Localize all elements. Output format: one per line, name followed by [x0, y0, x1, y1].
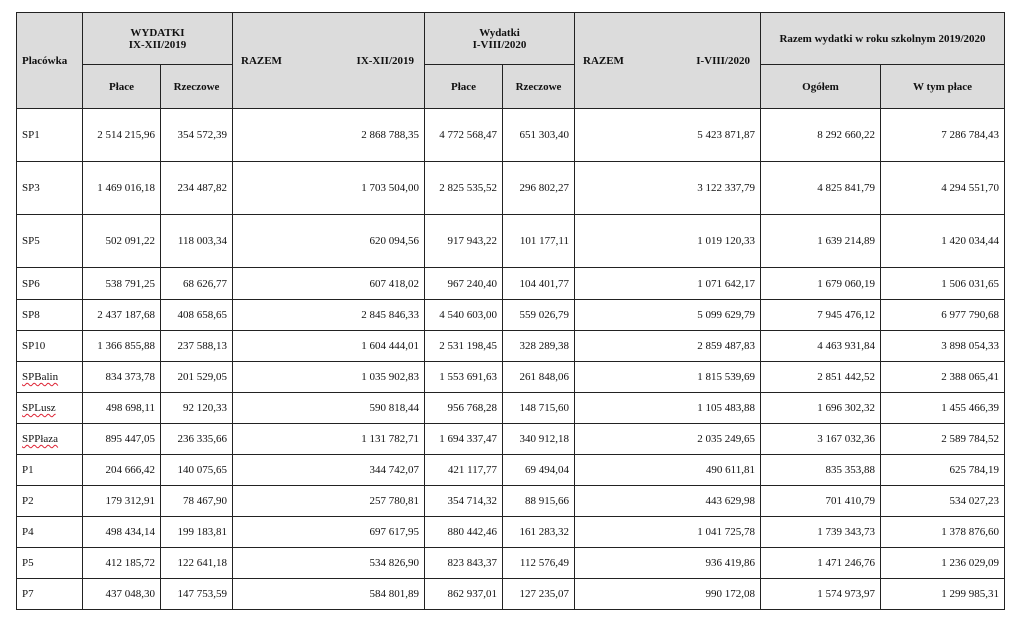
table-row: [17, 268, 1005, 300]
cell-ogolem: 8 292 660,22: [761, 109, 881, 162]
cell-rzeczowe-2019: 68 626,77: [161, 268, 233, 300]
cell-place-2020: 2 825 535,52: [425, 162, 503, 215]
cell-ogolem: 4 463 931,84: [761, 331, 881, 362]
table-row: [17, 362, 1005, 393]
cell-place-2020: 421 117,77: [425, 455, 503, 486]
header-wydatki-2020-line2: I-VIII/2020: [472, 38, 527, 51]
cell-w-tym-place: 534 027,23: [881, 486, 1005, 517]
header-razem-2020-left: RAZEM: [583, 54, 624, 67]
cell-rzeczowe-2020: 148 715,60: [503, 393, 575, 424]
cell-place-2019: 1 469 016,18: [83, 162, 161, 215]
cell-w-tym-place: 1 420 034,44: [881, 215, 1005, 268]
cell-w-tym-place: 2 589 784,52: [881, 424, 1005, 455]
cell-w-tym-place: 2 388 065,41: [881, 362, 1005, 393]
cell-w-tym-place: 6 977 790,68: [881, 300, 1005, 331]
placowka-name: SPPłaza: [22, 433, 59, 445]
cell-place-2019: 204 666,42: [83, 455, 161, 486]
table-row: [17, 331, 1005, 362]
placowka-name: P4: [22, 526, 34, 538]
cell-placowka: [17, 215, 83, 268]
header-place-2020: Płace: [425, 65, 503, 109]
cell-place-2020: 823 843,37: [425, 548, 503, 579]
cell-placowka: [17, 268, 83, 300]
cell-rzeczowe-2020: 104 401,77: [503, 268, 575, 300]
table-row: [17, 424, 1005, 455]
cell-rzeczowe-2019: 354 572,39: [161, 109, 233, 162]
header-razem-2019-left: RAZEM: [241, 54, 282, 67]
cell-razem-2019: 2 845 846,33: [233, 300, 425, 331]
cell-place-2019: 895 447,05: [83, 424, 161, 455]
cell-place-2019: 498 698,11: [83, 393, 161, 424]
table-row: [17, 548, 1005, 579]
header-wydatki-2020: [425, 13, 575, 65]
placowka-name: P5: [22, 557, 34, 569]
cell-razem-2019: 590 818,44: [233, 393, 425, 424]
cell-rzeczowe-2020: 112 576,49: [503, 548, 575, 579]
cell-placowka: [17, 109, 83, 162]
placowka-name: SPBalin: [22, 371, 59, 383]
table-row: [17, 517, 1005, 548]
cell-razem-2020: 2 859 487,83: [575, 331, 761, 362]
cell-razem-2019: 584 801,89: [233, 579, 425, 610]
placowka-name: SP10: [22, 340, 46, 352]
cell-ogolem: 1 679 060,19: [761, 268, 881, 300]
cell-placowka: [17, 548, 83, 579]
cell-place-2020: 862 937,01: [425, 579, 503, 610]
cell-ogolem: 1 696 302,32: [761, 393, 881, 424]
header-razem-2019: [233, 13, 425, 109]
cell-rzeczowe-2019: 236 335,66: [161, 424, 233, 455]
table-row: [17, 215, 1005, 268]
header-razem-2019-right: IX-XII/2019: [356, 54, 414, 67]
cell-place-2019: 1 366 855,88: [83, 331, 161, 362]
cell-razem-2019: 1 703 504,00: [233, 162, 425, 215]
cell-placowka: [17, 517, 83, 548]
cell-rzeczowe-2019: 201 529,05: [161, 362, 233, 393]
cell-razem-2020: 1 041 725,78: [575, 517, 761, 548]
header-rzeczowe-2020: Rzeczowe: [503, 65, 575, 109]
cell-ogolem: 701 410,79: [761, 486, 881, 517]
table-row: [17, 486, 1005, 517]
cell-razem-2020: 990 172,08: [575, 579, 761, 610]
cell-w-tym-place: 1 506 031,65: [881, 268, 1005, 300]
cell-razem-2019: 534 826,90: [233, 548, 425, 579]
cell-razem-2020: 2 035 249,65: [575, 424, 761, 455]
cell-rzeczowe-2019: 199 183,81: [161, 517, 233, 548]
cell-ogolem: 1 639 214,89: [761, 215, 881, 268]
cell-placowka: [17, 455, 83, 486]
header-razem-year: Razem wydatki w roku szkolnym 2019/2020: [761, 13, 1005, 65]
cell-w-tym-place: 625 784,19: [881, 455, 1005, 486]
table-row: [17, 393, 1005, 424]
cell-place-2019: 412 185,72: [83, 548, 161, 579]
cell-rzeczowe-2019: 234 487,82: [161, 162, 233, 215]
header-wydatki-2019-line1: WYDATKI: [130, 26, 185, 39]
cell-razem-2019: 620 094,56: [233, 215, 425, 268]
cell-place-2020: 4 540 603,00: [425, 300, 503, 331]
cell-placowka: [17, 162, 83, 215]
table-row: [17, 455, 1005, 486]
cell-rzeczowe-2020: 101 177,11: [503, 215, 575, 268]
header-razem-2020: [575, 13, 761, 109]
cell-w-tym-place: 1 299 985,31: [881, 579, 1005, 610]
cell-place-2020: 1 553 691,63: [425, 362, 503, 393]
table-row: [17, 162, 1005, 215]
cell-razem-2020: 1 105 483,88: [575, 393, 761, 424]
cell-razem-2020: 1 071 642,17: [575, 268, 761, 300]
cell-place-2019: 502 091,22: [83, 215, 161, 268]
cell-w-tym-place: 4 294 551,70: [881, 162, 1005, 215]
cell-rzeczowe-2019: 237 588,13: [161, 331, 233, 362]
header-w-tym-place: W tym płace: [881, 65, 1005, 109]
cell-place-2019: 179 312,91: [83, 486, 161, 517]
cell-rzeczowe-2019: 122 641,18: [161, 548, 233, 579]
cell-ogolem: 1 471 246,76: [761, 548, 881, 579]
cell-ogolem: 4 825 841,79: [761, 162, 881, 215]
header-ogolem: Ogółem: [761, 65, 881, 109]
cell-rzeczowe-2020: 651 303,40: [503, 109, 575, 162]
cell-place-2020: 1 694 337,47: [425, 424, 503, 455]
cell-rzeczowe-2019: 140 075,65: [161, 455, 233, 486]
cell-place-2020: 967 240,40: [425, 268, 503, 300]
cell-rzeczowe-2020: 328 289,38: [503, 331, 575, 362]
cell-place-2020: 917 943,22: [425, 215, 503, 268]
cell-w-tym-place: 7 286 784,43: [881, 109, 1005, 162]
cell-razem-2020: 443 629,98: [575, 486, 761, 517]
cell-place-2019: 498 434,14: [83, 517, 161, 548]
cell-place-2019: 538 791,25: [83, 268, 161, 300]
cell-razem-2020: 490 611,81: [575, 455, 761, 486]
table-row: [17, 579, 1005, 610]
cell-rzeczowe-2020: 296 802,27: [503, 162, 575, 215]
cell-w-tym-place: 1 236 029,09: [881, 548, 1005, 579]
cell-w-tym-place: 1 455 466,39: [881, 393, 1005, 424]
cell-rzeczowe-2020: 559 026,79: [503, 300, 575, 331]
placowka-name: SPLusz: [22, 402, 56, 414]
cell-place-2020: 956 768,28: [425, 393, 503, 424]
cell-place-2020: 354 714,32: [425, 486, 503, 517]
cell-rzeczowe-2020: 261 848,06: [503, 362, 575, 393]
cell-razem-2020: 1 815 539,69: [575, 362, 761, 393]
cell-razem-2020: 5 099 629,79: [575, 300, 761, 331]
placowka-name: SP1: [22, 129, 40, 141]
table-row: [17, 300, 1005, 331]
placowka-name: SP8: [22, 309, 40, 321]
table-body: [17, 109, 1005, 610]
cell-razem-2019: 607 418,02: [233, 268, 425, 300]
cell-ogolem: 2 851 442,52: [761, 362, 881, 393]
cell-place-2019: 2 514 215,96: [83, 109, 161, 162]
cell-place-2019: 834 373,78: [83, 362, 161, 393]
placowka-name: P7: [22, 588, 34, 600]
cell-razem-2019: 1 604 444,01: [233, 331, 425, 362]
cell-rzeczowe-2020: 88 915,66: [503, 486, 575, 517]
placowka-name: SP3: [22, 182, 40, 194]
cell-w-tym-place: 1 378 876,60: [881, 517, 1005, 548]
cell-rzeczowe-2020: 340 912,18: [503, 424, 575, 455]
header-razem-2020-right: I-VIII/2020: [696, 54, 750, 67]
cell-placowka: [17, 424, 83, 455]
cell-razem-2019: 697 617,95: [233, 517, 425, 548]
cell-ogolem: 7 945 476,12: [761, 300, 881, 331]
cell-razem-2019: 344 742,07: [233, 455, 425, 486]
cell-razem-2019: 2 868 788,35: [233, 109, 425, 162]
cell-rzeczowe-2019: 78 467,90: [161, 486, 233, 517]
expenses-table: [16, 12, 1005, 610]
cell-placowka: [17, 300, 83, 331]
header-placowka: Placówka: [17, 13, 83, 109]
cell-razem-2019: 1 035 902,83: [233, 362, 425, 393]
cell-place-2020: 880 442,46: [425, 517, 503, 548]
table-row: [17, 109, 1005, 162]
header-wydatki-2020-line1: Wydatki: [479, 26, 520, 39]
placowka-name: P1: [22, 464, 34, 476]
cell-placowka: [17, 579, 83, 610]
cell-rzeczowe-2020: 161 283,32: [503, 517, 575, 548]
header-place-2019: Płace: [83, 65, 161, 109]
cell-placowka: [17, 393, 83, 424]
cell-rzeczowe-2019: 147 753,59: [161, 579, 233, 610]
cell-razem-2020: 936 419,86: [575, 548, 761, 579]
cell-w-tym-place: 3 898 054,33: [881, 331, 1005, 362]
placowka-name: SP6: [22, 277, 40, 290]
placowka-name: SP5: [22, 235, 40, 247]
cell-ogolem: 835 353,88: [761, 455, 881, 486]
cell-razem-2020: 1 019 120,33: [575, 215, 761, 268]
cell-rzeczowe-2020: 69 494,04: [503, 455, 575, 486]
header-rzeczowe-2019: Rzeczowe: [161, 65, 233, 109]
cell-ogolem: 3 167 032,36: [761, 424, 881, 455]
cell-razem-2020: 3 122 337,79: [575, 162, 761, 215]
cell-rzeczowe-2019: 92 120,33: [161, 393, 233, 424]
placowka-name: P2: [22, 495, 34, 507]
cell-razem-2020: 5 423 871,87: [575, 109, 761, 162]
cell-place-2020: 2 531 198,45: [425, 331, 503, 362]
cell-ogolem: 1 739 343,73: [761, 517, 881, 548]
cell-placowka: [17, 362, 83, 393]
cell-place-2019: 437 048,30: [83, 579, 161, 610]
cell-ogolem: 1 574 973,97: [761, 579, 881, 610]
cell-placowka: [17, 486, 83, 517]
cell-rzeczowe-2019: 408 658,65: [161, 300, 233, 331]
header-wydatki-2019-line2: IX-XII/2019: [128, 38, 187, 51]
cell-razem-2019: 257 780,81: [233, 486, 425, 517]
cell-placowka: [17, 331, 83, 362]
cell-place-2019: 2 437 187,68: [83, 300, 161, 331]
cell-razem-2019: 1 131 782,71: [233, 424, 425, 455]
cell-rzeczowe-2020: 127 235,07: [503, 579, 575, 610]
cell-place-2020: 4 772 568,47: [425, 109, 503, 162]
header-wydatki-2019: [83, 13, 233, 65]
cell-rzeczowe-2019: 118 003,34: [161, 215, 233, 268]
